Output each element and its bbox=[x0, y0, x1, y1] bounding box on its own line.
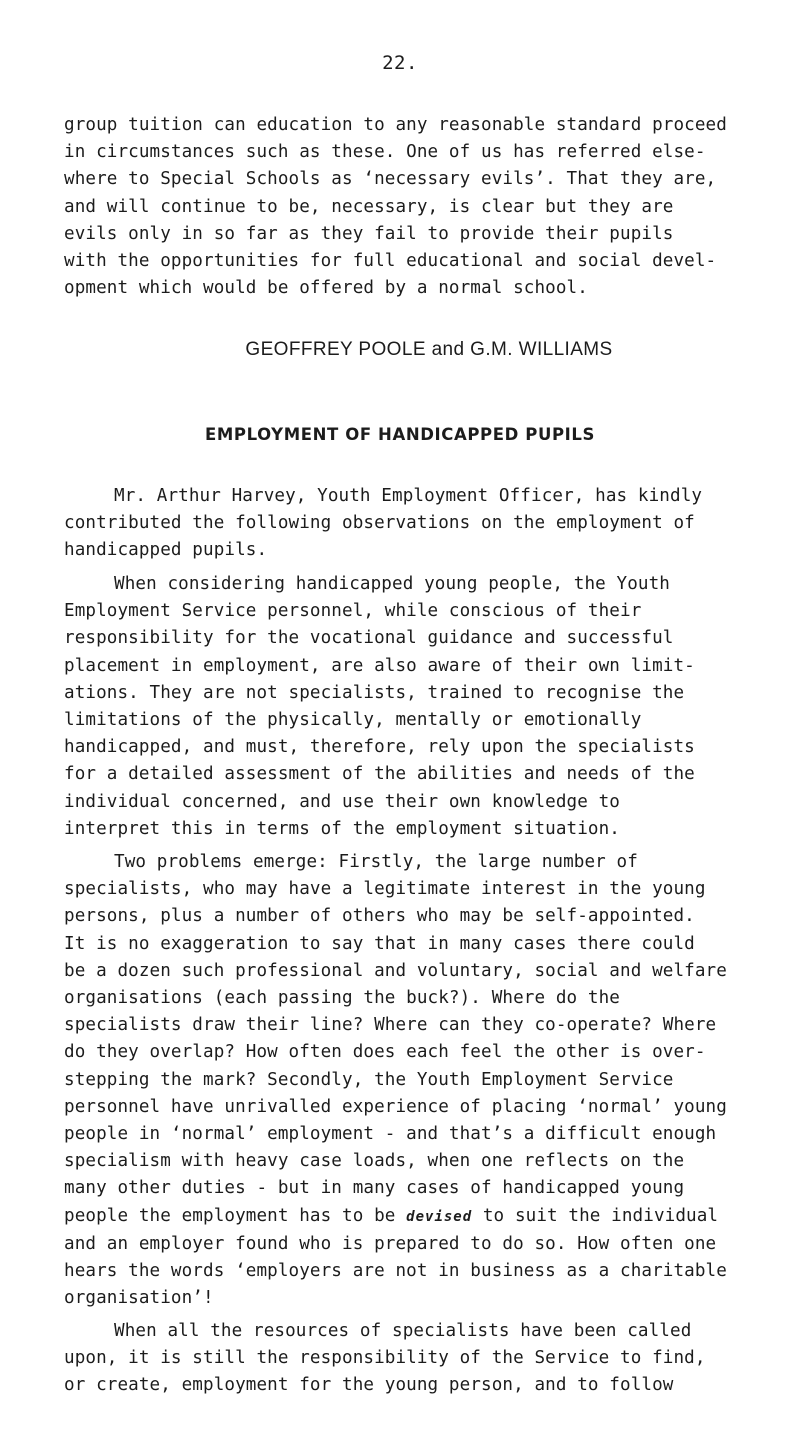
text-line: evils only in so far as they fail to provide their pupils bbox=[64, 223, 674, 244]
text-line: specialists, who may have a legitimate interest in the young bbox=[64, 879, 706, 900]
text-line: Two problems emerge: Firstly, the large number of bbox=[114, 852, 638, 872]
text-line: interpret this in terms of the employment situation. bbox=[64, 818, 621, 839]
problems-paragraph bbox=[64, 849, 764, 1312]
considerations-paragraph bbox=[64, 571, 764, 843]
text-line: and will continue to be, necessary, is clear but they are bbox=[64, 196, 674, 217]
text-line: handicapped, and must, therefore, rely upon the specialists bbox=[64, 737, 695, 758]
text-line: stepping the mark? Secondly, the Youth Employment Service bbox=[64, 1069, 674, 1090]
responsibility-paragraph bbox=[64, 1318, 764, 1400]
text-segment: people the employment has to be bbox=[64, 1205, 407, 1226]
text-line: ations. They are not specialists, trained to recognise the bbox=[64, 682, 685, 703]
text-line: in circumstances such as these. One of us has referred else- bbox=[64, 142, 706, 163]
page-number: 22. bbox=[382, 52, 418, 74]
text-line: organisation’! bbox=[64, 1288, 214, 1309]
text-line-emphasis bbox=[64, 1203, 764, 1231]
text-line: responsibility for the vocational guidance and successful bbox=[64, 628, 674, 649]
text-line: limitations of the physically, mentally or emotionally bbox=[64, 710, 642, 731]
text-line: hears the words ‘employers are not in business as a charitable bbox=[64, 1261, 727, 1282]
text-line: be a dozen such professional and voluntary, social and welfare bbox=[64, 960, 727, 981]
text-line: It is no exaggeration to say that in many cases there could bbox=[64, 933, 695, 954]
continuation-paragraph bbox=[64, 112, 764, 302]
text-line: persons, plus a number of others who may be self-appointed. bbox=[64, 906, 695, 927]
author-signature: GEOFFREY POOLE and G.M. WILLIAMS bbox=[245, 339, 613, 360]
text-line: handicapped pupils. bbox=[64, 540, 268, 561]
text-line: personnel have unrivalled experience of placing ‘normal’ young bbox=[64, 1096, 727, 1117]
text-line: specialism with heavy case loads, when one reflects on the bbox=[64, 1151, 685, 1172]
text-line: contributed the following observations on the employment of bbox=[64, 513, 695, 534]
text-line: When all the resources of specialists have been called bbox=[114, 1321, 692, 1341]
text-line: specialists draw their line? Where can they co-operate? Where bbox=[64, 1015, 717, 1036]
text-line: with the opportunities for full educational and social devel- bbox=[64, 251, 717, 272]
text-line: individual concerned, and use their own knowledge to bbox=[64, 791, 621, 812]
text-line: Employment Service personnel, while conscious of their bbox=[64, 601, 642, 622]
text-line: and an employer found who is prepared to do so. How often one bbox=[64, 1233, 717, 1254]
text-line: for a detailed assessment of the abilities and needs of the bbox=[64, 764, 695, 785]
intro-paragraph bbox=[64, 483, 764, 565]
text-line: or create, employment for the young person, and to follow bbox=[64, 1375, 674, 1396]
text-line: many other duties - but in many cases of handicapped young bbox=[64, 1178, 685, 1199]
emphasized-word: devised bbox=[406, 1208, 473, 1225]
text-line: organisations (each passing the buck?). Where do the bbox=[64, 988, 621, 1009]
text-line: upon, it is still the responsibility of the Service to find, bbox=[64, 1348, 706, 1369]
text-segment: to suit the individual bbox=[472, 1205, 719, 1226]
text-line: placement in employment, are also aware of their own limit- bbox=[64, 655, 695, 676]
text-line: do they overlap? How often does each feel the other is over- bbox=[64, 1042, 706, 1063]
section-heading: EMPLOYMENT OF HANDICAPPED PUPILS bbox=[205, 425, 595, 444]
text-line: people in ‘normal’ employment - and that’s a difficult enough bbox=[64, 1124, 717, 1145]
text-line: When considering handicapped young people, the Youth bbox=[114, 574, 671, 594]
text-line: opment which would be offered by a normal school. bbox=[64, 278, 588, 299]
text-line: Mr. Arthur Harvey, Youth Employment Officer, has kindly bbox=[114, 486, 703, 506]
text-line: group tuition can education to any reasonable standard proceed bbox=[64, 115, 727, 135]
text-line: where to Special Schools as ‘necessary evils’. That they are, bbox=[64, 169, 717, 190]
